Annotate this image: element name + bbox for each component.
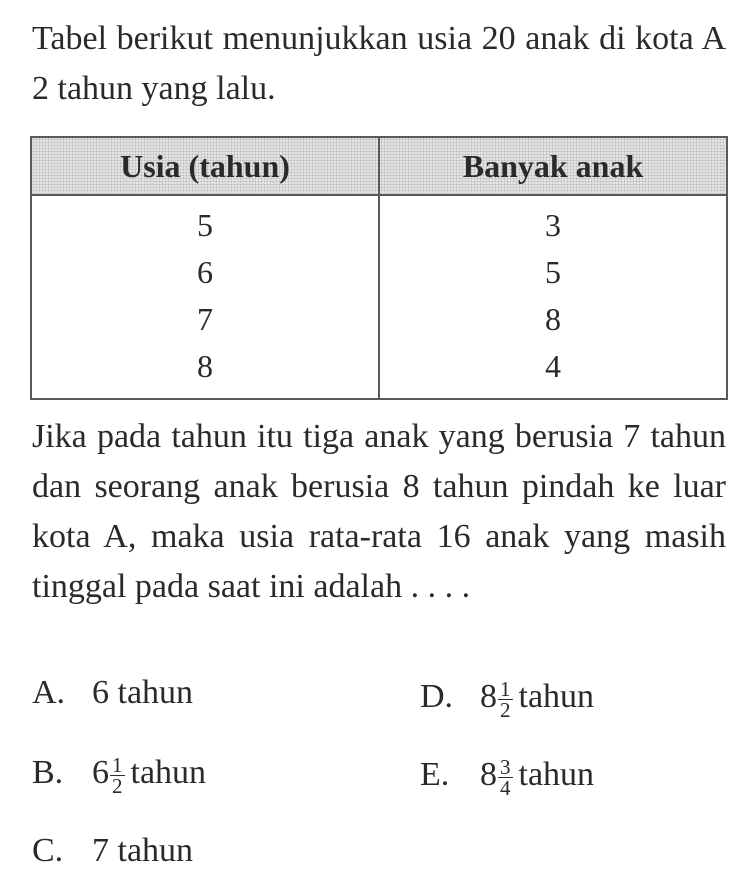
- option-unit: tahun: [117, 674, 194, 711]
- option-whole: 7: [92, 832, 109, 869]
- option-fraction: [498, 754, 513, 800]
- age-value: 6: [197, 254, 213, 290]
- count-value: 4: [545, 348, 561, 384]
- age-value: 7: [197, 301, 213, 337]
- option-letter: D.: [420, 678, 454, 715]
- fraction-denominator: 4: [500, 775, 511, 800]
- fraction-denominator: 2: [112, 773, 123, 798]
- option-whole: 6: [92, 674, 109, 711]
- count-value: 8: [545, 301, 561, 337]
- age-table: [30, 136, 728, 400]
- option-unit: tahun: [117, 832, 194, 869]
- intro-text: Tabel berikut menunjukkan usia 20 anak di kota A 2 tahun yang lalu.: [32, 20, 726, 107]
- option-whole: 8: [480, 756, 497, 793]
- fraction-numerator: 1: [112, 752, 123, 777]
- fraction-numerator: 1: [500, 676, 511, 701]
- count-value: 5: [545, 254, 561, 290]
- option-letter: B.: [32, 754, 64, 791]
- question-text: Jika pada tahun itu tiga anak yang berusia 7 tahun dan seorang anak berusia 8 tahun pindah ke luar kota A, maka usia rata-rata 16 anak yang masih tinggal pada saat ini adalah . . . .: [32, 418, 726, 605]
- age-value: 5: [197, 207, 213, 243]
- fraction-numerator: 3: [500, 754, 511, 779]
- age-value: 8: [197, 348, 213, 384]
- option-whole: 8: [480, 678, 497, 715]
- option-e[interactable]: [420, 750, 594, 800]
- table-header-row: [31, 137, 727, 195]
- option-d[interactable]: [420, 672, 594, 722]
- option-letter: C.: [32, 832, 64, 869]
- option-b[interactable]: [32, 748, 206, 798]
- header-count: Banyak anak: [379, 137, 727, 195]
- option-fraction: [110, 752, 125, 798]
- option-unit: tahun: [518, 756, 595, 793]
- option-fraction: [498, 676, 513, 722]
- option-c[interactable]: [32, 826, 193, 876]
- table-body-row: [31, 195, 727, 399]
- option-a[interactable]: [32, 668, 193, 718]
- option-unit: tahun: [518, 678, 595, 715]
- fraction-denominator: 2: [500, 697, 511, 722]
- count-column: [379, 195, 727, 399]
- count-value: 3: [545, 207, 561, 243]
- header-age: Usia (tahun): [31, 137, 379, 195]
- option-unit: tahun: [130, 754, 207, 791]
- option-whole: 6: [92, 754, 109, 791]
- age-column: [31, 195, 379, 399]
- option-letter: A.: [32, 674, 66, 711]
- option-letter: E.: [420, 756, 450, 793]
